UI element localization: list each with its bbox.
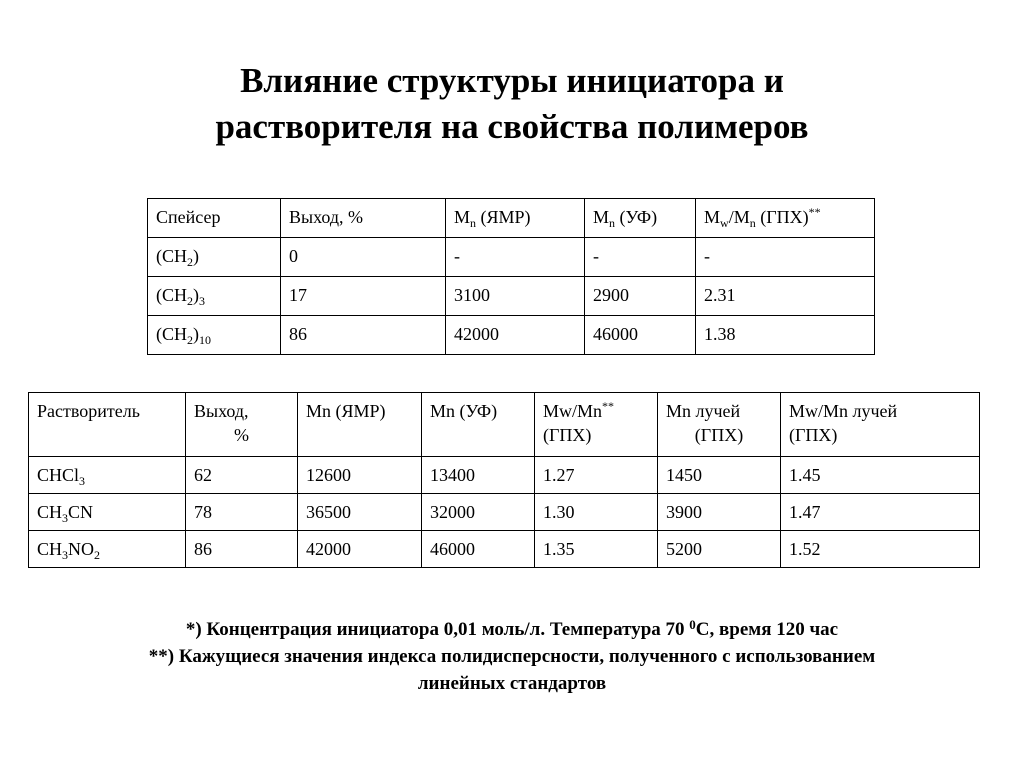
yield-cell: 78 — [186, 494, 298, 531]
pdi-cell: - — [696, 238, 875, 277]
mn-nmr-cell: 42000 — [298, 531, 422, 568]
title-line-2: растворителя на свойства полимеров — [215, 107, 809, 146]
table-row — [148, 316, 875, 355]
mn-uv-cell: 32000 — [422, 494, 535, 531]
mn-uv-cell: 46000 — [422, 531, 535, 568]
pdi-cell: 1.35 — [535, 531, 658, 568]
header-cell: Спейсер — [148, 199, 281, 238]
table-row — [148, 277, 875, 316]
mn-nmr-cell: 36500 — [298, 494, 422, 531]
pdi-cell: 1.27 — [535, 457, 658, 494]
header-cell: Mn (ЯМР) — [298, 393, 422, 457]
mn-nmr-cell: 3100 — [446, 277, 585, 316]
yield-cell: 0 — [281, 238, 446, 277]
table-row — [29, 457, 980, 494]
yield-cell: 17 — [281, 277, 446, 316]
mn-nmr-cell: - — [446, 238, 585, 277]
solvent-cell: $CH_3NO_2$ — [29, 531, 186, 568]
yield-cell: 86 — [186, 531, 298, 568]
mn-uv-cell: 46000 — [585, 316, 696, 355]
yield-cell: 62 — [186, 457, 298, 494]
spacer-cell: $(CH_2)$ — [148, 238, 281, 277]
footnote-2: **) Кажущиеся значения индекса полидисперсности, полученного с использованием — [148, 646, 876, 667]
table-row — [148, 238, 875, 277]
pdi-cell: 2.31 — [696, 277, 875, 316]
mn-arms-cell: 3900 — [658, 494, 781, 531]
pdi-arms-cell: 1.45 — [781, 457, 980, 494]
header-cell: Mw/Mn лучей (ГПХ) — [781, 393, 980, 457]
mn-uv-cell: - — [585, 238, 696, 277]
header-cell: Растворитель — [29, 393, 186, 457]
header-cell: Выход, % — [281, 199, 446, 238]
table-row — [29, 494, 980, 531]
mn-uv-cell: 13400 — [422, 457, 535, 494]
footnote-1: *) Концентрация инициатора 0,01 моль/л. Температура 70 $^0$C, время 120 час — [185, 617, 839, 640]
footnote-2-continued: линейных стандартов — [417, 673, 607, 694]
spacer-table — [147, 198, 875, 355]
header-cell: Выход, % — [186, 393, 298, 457]
solvent-cell: CHCl$_3$ — [29, 457, 186, 494]
header-cell: $M_w/M_n$ (ГПХ)** — [696, 199, 875, 238]
header-cell: Mn (УФ) — [422, 393, 535, 457]
table-row — [29, 531, 980, 568]
mn-nmr-cell: 12600 — [298, 457, 422, 494]
pdi-cell: 1.30 — [535, 494, 658, 531]
header-cell: $M_n$ (ЯМР) — [446, 199, 585, 238]
header-cell: Mn лучей (ГПХ) — [658, 393, 781, 457]
mn-arms-cell: 1450 — [658, 457, 781, 494]
mn-uv-cell: 2900 — [585, 277, 696, 316]
slide-title — [0, 58, 1024, 150]
table-header-row — [148, 199, 875, 238]
header-cell: $M_n$ (УФ) — [585, 199, 696, 238]
solvent-table — [28, 392, 980, 568]
spacer-cell: $(CH_2)_3$ — [148, 277, 281, 316]
header-cell: Mw/Mn** (ГПХ) — [535, 393, 658, 457]
pdi-arms-cell: 1.47 — [781, 494, 980, 531]
title-line-1: Влияние структуры инициатора и — [240, 61, 784, 100]
pdi-cell: 1.38 — [696, 316, 875, 355]
mn-arms-cell: 5200 — [658, 531, 781, 568]
table-header-row — [29, 393, 980, 457]
pdi-arms-cell: 1.52 — [781, 531, 980, 568]
mn-nmr-cell: 42000 — [446, 316, 585, 355]
solvent-cell: $CH_3CN$ — [29, 494, 186, 531]
yield-cell: 86 — [281, 316, 446, 355]
footnotes — [60, 616, 964, 697]
spacer-cell: $(CH_2)_{10}$ — [148, 316, 281, 355]
